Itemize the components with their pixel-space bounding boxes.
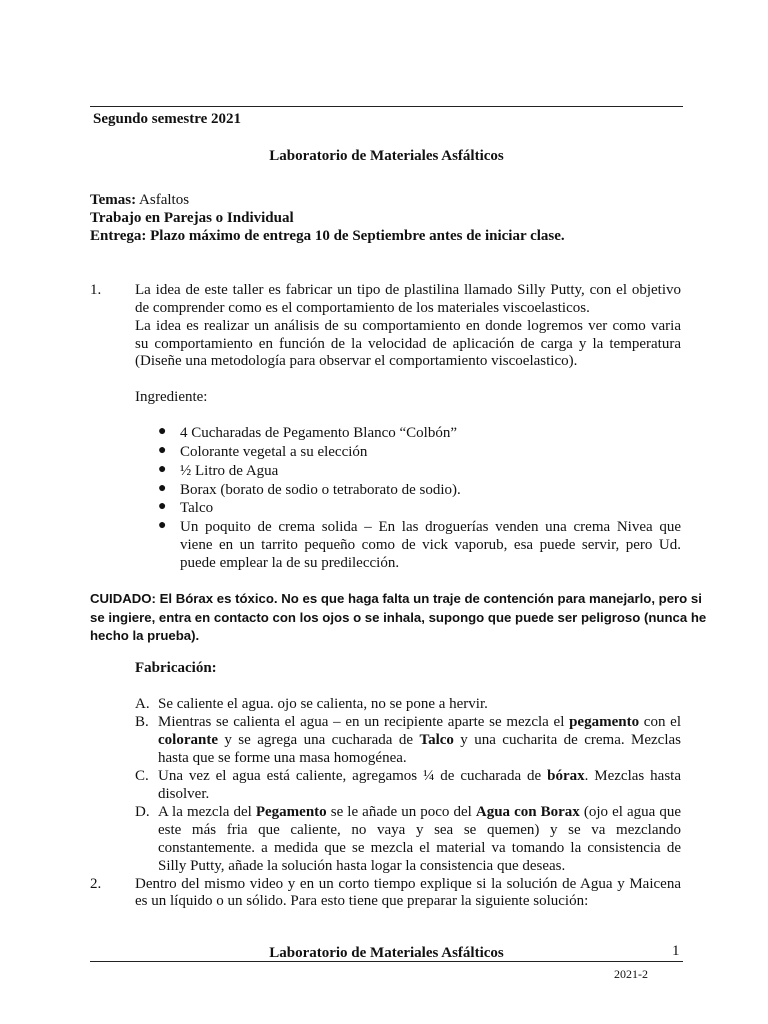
step-d-text: A la mezcla del <box>158 804 256 820</box>
step-d-line-1 <box>158 803 681 821</box>
step-d-text: se le añade un poco del <box>326 804 476 820</box>
step-b-line-3: hasta que se forme una masa homogénea. <box>158 750 407 766</box>
step-c-line-2: disolver. <box>158 786 210 802</box>
step-b-text: y una cucharita de crema. Mezclas <box>453 732 681 748</box>
footer-rule <box>90 961 683 962</box>
trabajo-line: Trabajo en Parejas o Individual <box>90 210 294 226</box>
item1-line-2: de comprender como es el comportamiento de los materiales viscoelasticos. <box>135 300 590 316</box>
document-title: Laboratorio de Materiales Asfálticos <box>269 148 504 164</box>
item1-line-4: su comportamiento en función de la velocidad de aplicación de carga y la temperatura <box>135 336 681 352</box>
item1-line-3: La idea es realizar un análisis de su comportamiento en donde logremos ver como varia <box>135 318 681 334</box>
step-c-emphasis: bórax <box>547 768 585 784</box>
ingredient-1: 4 Cucharadas de Pegamento Blanco “Colbón” <box>180 425 458 441</box>
step-b-emphasis: colorante <box>158 732 218 748</box>
top-rule <box>90 106 683 107</box>
item1-number: 1. <box>90 282 102 298</box>
item1-line-5: (Diseñe una metodología para observar el comportamiento viscoelastico). <box>135 353 578 369</box>
footer-term: 2021-2 <box>614 967 648 981</box>
warning-line-1: CUIDADO: El Bórax es tóxico. No es que haga falta un traje de contención para manejarlo, pero si <box>90 591 702 606</box>
step-c-letter: C. <box>135 768 149 784</box>
step-b-line-2 <box>158 731 681 749</box>
step-b-letter: B. <box>135 714 149 730</box>
step-d-letter: D. <box>135 804 150 820</box>
bullet-icon: ● <box>158 443 167 458</box>
bullet-icon: ● <box>158 424 167 439</box>
step-b-text: y se agrega una cucharada de <box>217 732 420 748</box>
step-b-text: con el <box>639 714 681 730</box>
step-a-letter: A. <box>135 696 150 712</box>
ingredient-5: Talco <box>180 500 214 516</box>
step-c-text: Una vez el agua está caliente, agregamos ¼ de cucharada de <box>158 768 548 784</box>
item2-line-2: es un líquido o un sólido. Para esto tiene que preparar la siguiente solución: <box>135 893 589 909</box>
bullet-icon: ● <box>158 481 167 496</box>
bullet-icon: ● <box>158 462 167 477</box>
step-d-emphasis: Agua con Borax <box>475 804 580 820</box>
step-d-text: (ojo el agua que <box>579 804 682 820</box>
step-c-line-1 <box>158 767 681 785</box>
item1-line-1: La idea de este taller es fabricar un tipo de plastilina llamado Silly Putty, con el objetivo <box>135 282 681 298</box>
bullet-icon: ● <box>158 499 167 514</box>
footer-page-number: 1 <box>672 943 680 959</box>
step-a-text: Se caliente el agua. ojo se calienta, no se pone a hervir. <box>158 696 488 712</box>
item2-number: 2. <box>90 876 102 892</box>
bullet-icon: ● <box>158 518 167 533</box>
ingredient-4: Borax (borato de sodio o tetraborato de sodio). <box>180 482 461 498</box>
step-c-text: . Mezclas hasta <box>584 768 681 784</box>
temas-line <box>90 191 189 209</box>
step-d-line-3: constantemente. a medida que se mezcla el material va tomando la consistencia de <box>158 840 681 856</box>
footer-title: Laboratorio de Materiales Asfálticos <box>269 945 504 961</box>
step-b-emphasis: Talco <box>419 732 454 748</box>
temas-label: Temas: <box>90 192 137 208</box>
ingredient-2: Colorante vegetal a su elección <box>180 444 368 460</box>
ingredient-6-line-2: viene en un tarrito pequeño como de vick vaporub, esa puede servir, pero Ud. <box>180 537 681 553</box>
step-d-line-2: este más fria que caliente, no vaya y sea se quemen) y se va mezclando <box>158 822 681 838</box>
step-d-emphasis: Pegamento <box>255 804 327 820</box>
step-b-text: Mientras se calienta el agua – en un recipiente aparte se mezcla el <box>158 714 570 730</box>
entrega-line: Entrega: Plazo máximo de entrega 10 de Septiembre antes de iniciar clase. <box>90 228 565 244</box>
ingredient-6-line-3: puede emplear la de su predilección. <box>180 555 400 571</box>
item2-line-1: Dentro del mismo video y en un corto tiempo explique si la solución de Agua y Maicena <box>135 876 681 892</box>
warning-line-3: hecho la prueba). <box>90 628 200 643</box>
temas-value: Asfaltos <box>136 192 190 208</box>
warning-line-2: se ingiere, entra en contacto con los ojos o se inhala, supongo que puede ser peligroso (nunca he <box>90 610 707 625</box>
step-d-line-4: Silly Putty, añade la solución hasta logar la consistencia que deseas. <box>158 858 566 874</box>
ingredients-label: Ingrediente: <box>135 389 208 405</box>
step-b-line-1 <box>158 713 681 731</box>
semester-heading: Segundo semestre 2021 <box>93 111 242 127</box>
fabricacion-heading: Fabricación: <box>135 660 217 676</box>
ingredient-3: ½ Litro de Agua <box>180 463 279 479</box>
ingredient-6-line-1: Un poquito de crema solida – En las droguerías venden una crema Nivea que <box>180 519 681 535</box>
step-b-emphasis: pegamento <box>569 714 640 730</box>
